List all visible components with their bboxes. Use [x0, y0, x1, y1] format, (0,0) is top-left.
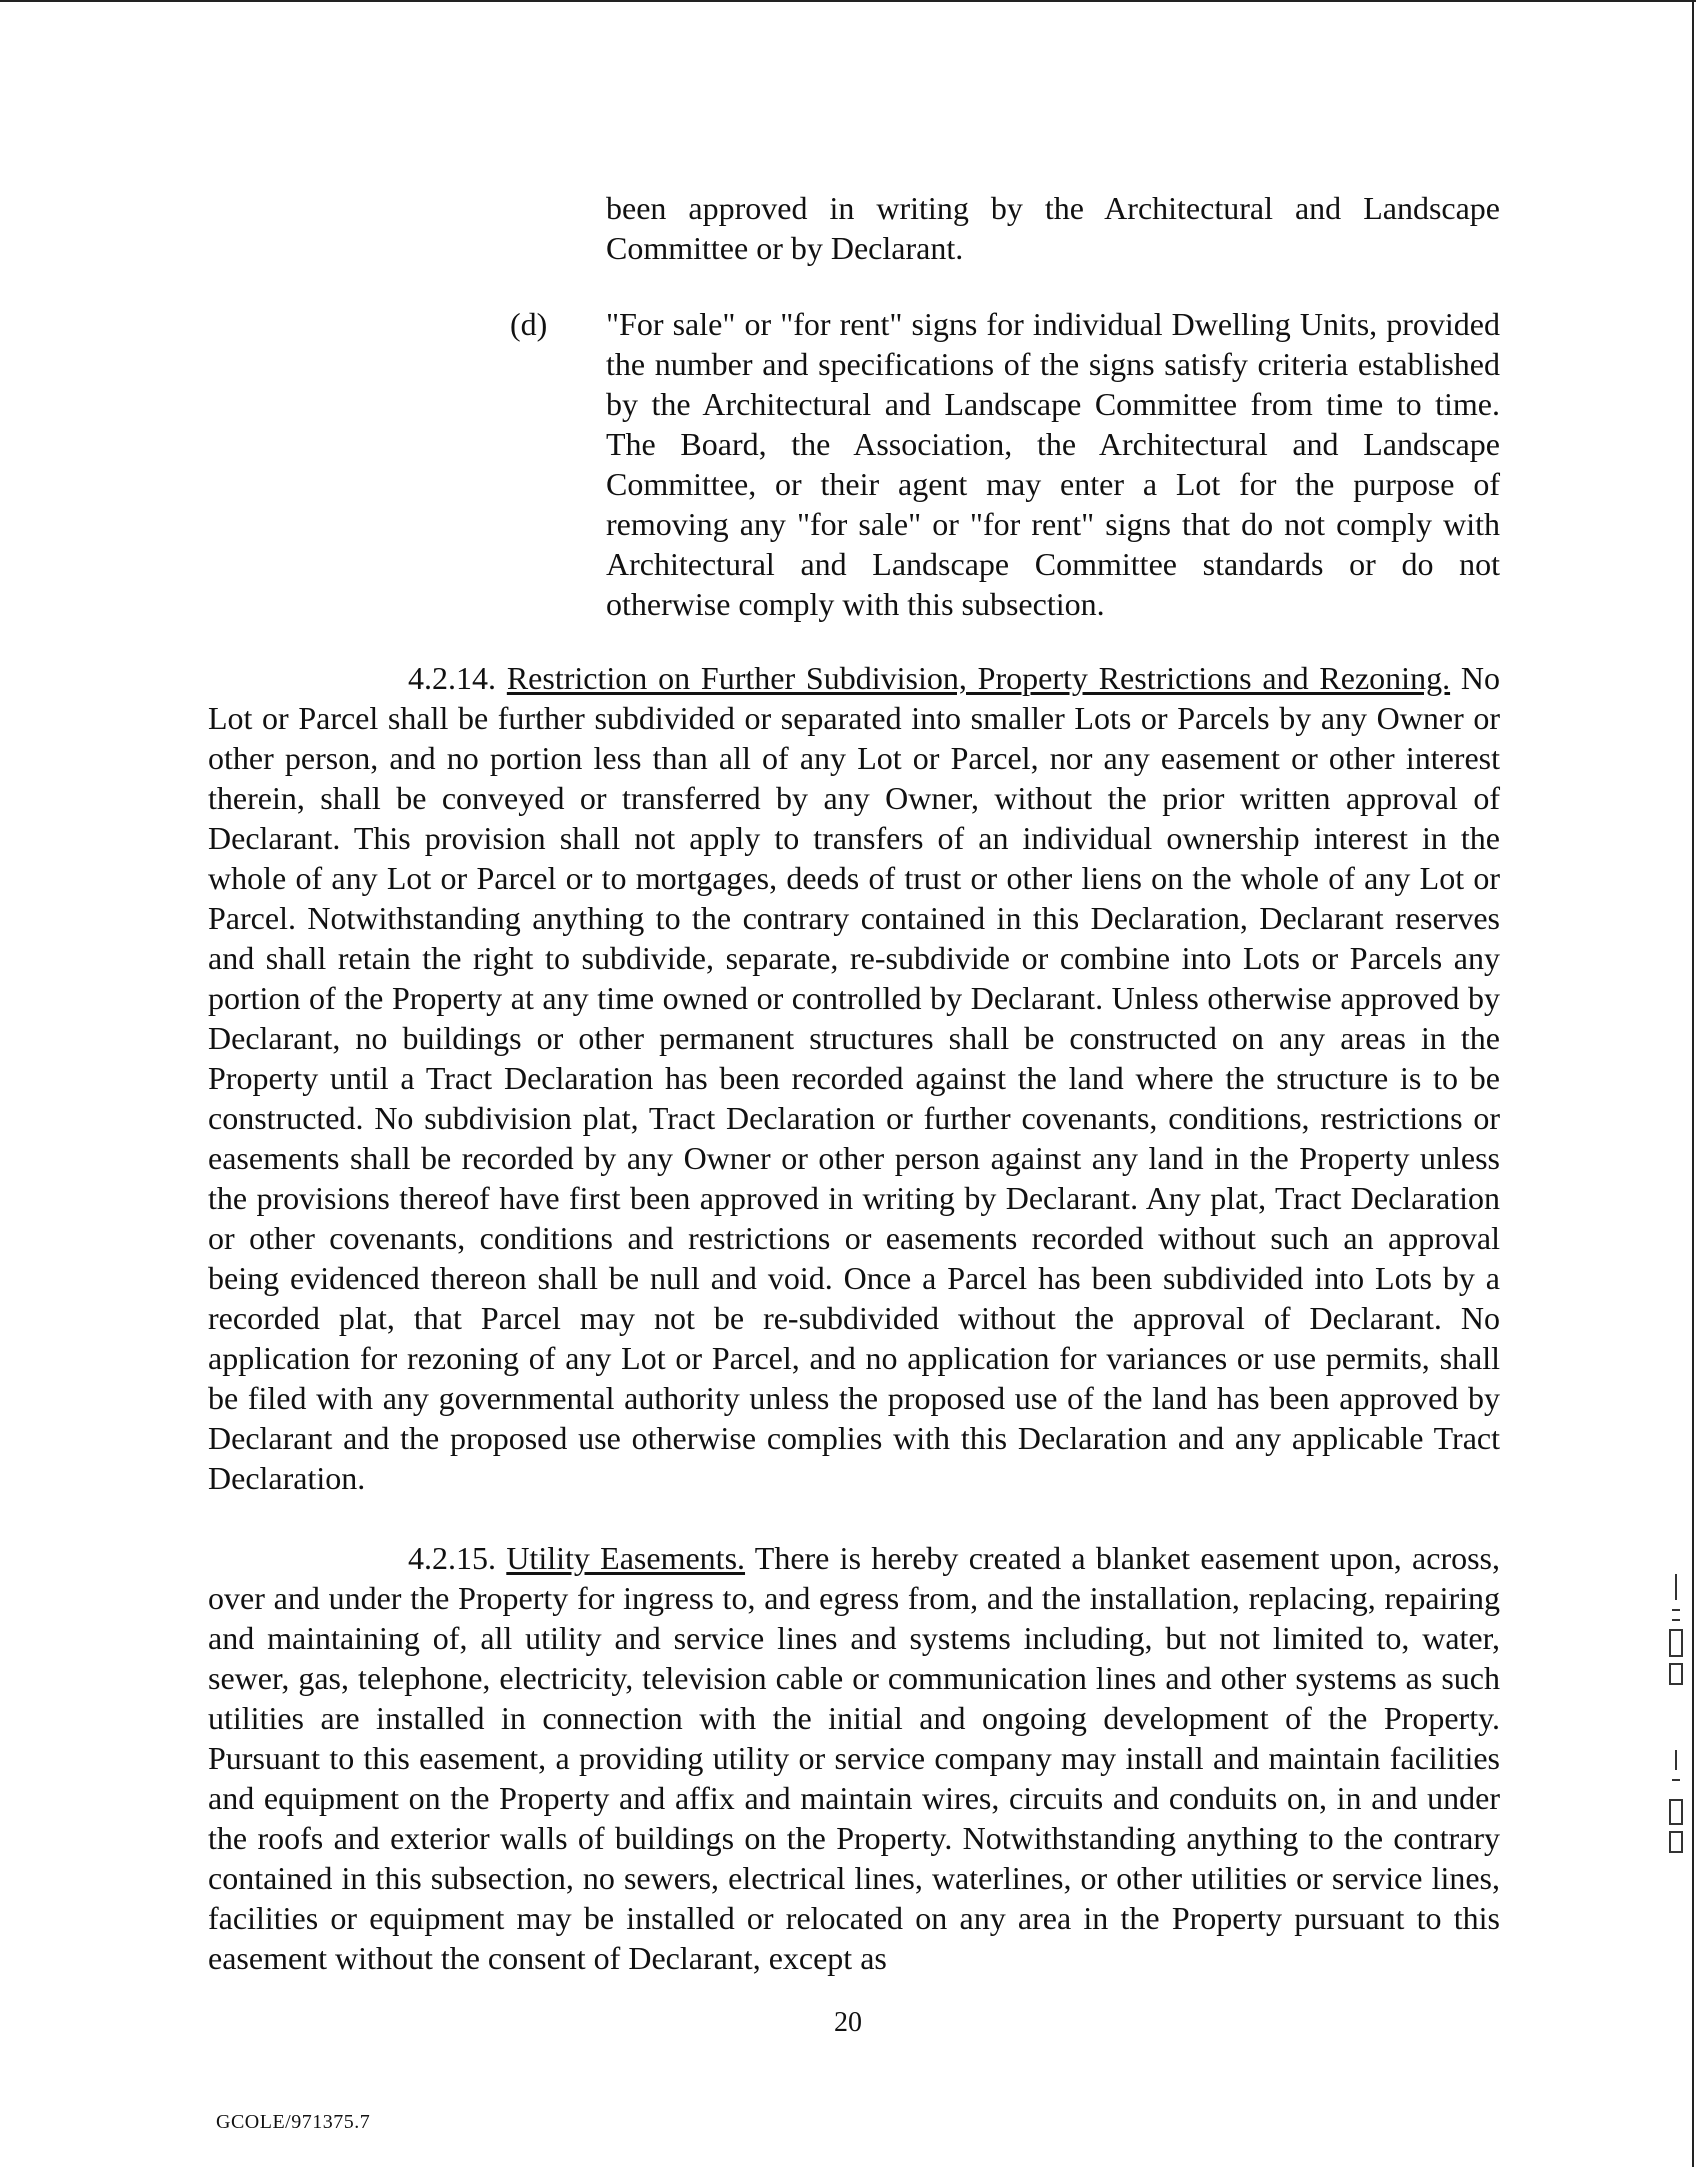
section-body: There is hereby created a blanket easement upon, across, over and under the Property for ingress to, and egress from, and the installation, replacing, repairing and maintaining of, all utility and service lines and systems including, but not limited to, water, sewer, gas, telephone, electricity, television cable or communication lines and other systems as such utilities are installed in connection with the initial and ongoing development of the Property. Pursuant to this easement, a providing utility or service company may install and maintain facilities and equipment on the Property and affix and maintain wires, circuits and conduits on, in and under the roofs and exterior walls of buildings on the Property. Notwithstanding anything to the contrary contained in this subsection, no sewers, electrical lines, waterlines, or other utilities or service lines, facilities or equipment may be installed or relocated on any area in the Property pursuant to this easement without the consent of Declarant, except as: [208, 1540, 1501, 1976]
section-heading: Utility Easements.: [506, 1540, 746, 1576]
section-4-2-15: [208, 1538, 1500, 1978]
page-number: 20: [834, 2007, 862, 2038]
scan-edge-right: [1692, 0, 1694, 2167]
item-d-text: "For sale" or "for rent" signs for individual Dwelling Units, provided the number and specifications of the signs satisfy criteria established by the Architectural and Landscape Committee from time to time. The Board, the Association, the Architectural and Landscape Committee, or their agent may enter a Lot for the purpose of removing any "for sale" or "for rent" signs that do not comply with Architectural and Landscape Committee standards or do not otherwise comply with this subsection.: [606, 306, 1500, 622]
section-body: No Lot or Parcel shall be further subdivided or separated into smaller Lots or Parcels by any Owner or other person, and no portion less than all of any Lot or Parcel, nor any easement or other interest therein, shall be conveyed or transferred by any Owner, without the prior written approval of Declarant. This provision shall not apply to transfers of an individual ownership interest in the whole of any Lot or Parcel or to mortgages, deeds of trust or other liens on the whole of any Lot or Parcel. Notwithstanding anything to the contrary contained in this Declaration, Declarant reserves and shall retain the right to subdivide, separate, re-subdivide or combine into Lots or Parcels any portion of the Property at any time owned or controlled by Declarant. Unless otherwise approved by Declarant, no buildings or other permanent structures shall be constructed on any areas in the Property until a Tract Declaration has been recorded against the land where the structure is to be constructed. No subdivision plat, Tract Declaration or further covenants, conditions, restrictions or easements shall be recorded by any Owner or other person against any land in the Property unless the provisions thereof have first been approved in writing by Declarant. Any plat, Tract Declaration or other covenants, conditions and restrictions or easements recorded without such an approval being evidenced thereon shall be null and void. Once a Parcel has been subdivided into Lots by a recorded plat, that Parcel may not be re-subdivided without the approval of Declarant. No application for rezoning of any Lot or Parcel, and no application for variances or use permits, shall be filed with any governmental authority unless the proposed use of the land has been approved by Declarant and the proposed use otherwise complies with this Declaration and any applicable Tract Declaration.: [208, 660, 1501, 1496]
section-heading: Restriction on Further Subdivision, Property Restrictions and Rezoning.: [506, 660, 1451, 696]
item-c-continuation: been approved in writing by the Architectural and Landscape Committee or by Declarant.: [606, 190, 1500, 266]
document-id: GCOLE/971375.7: [216, 2111, 371, 2133]
section-number: 4.2.14.: [408, 660, 496, 696]
section-number: 4.2.15.: [408, 1540, 496, 1576]
item-d-label: (d): [510, 306, 548, 342]
scan-edge-top: [0, 0, 1696, 2]
section-4-2-14: [208, 658, 1500, 1498]
scan-margin-marks: [1664, 1570, 1688, 1930]
